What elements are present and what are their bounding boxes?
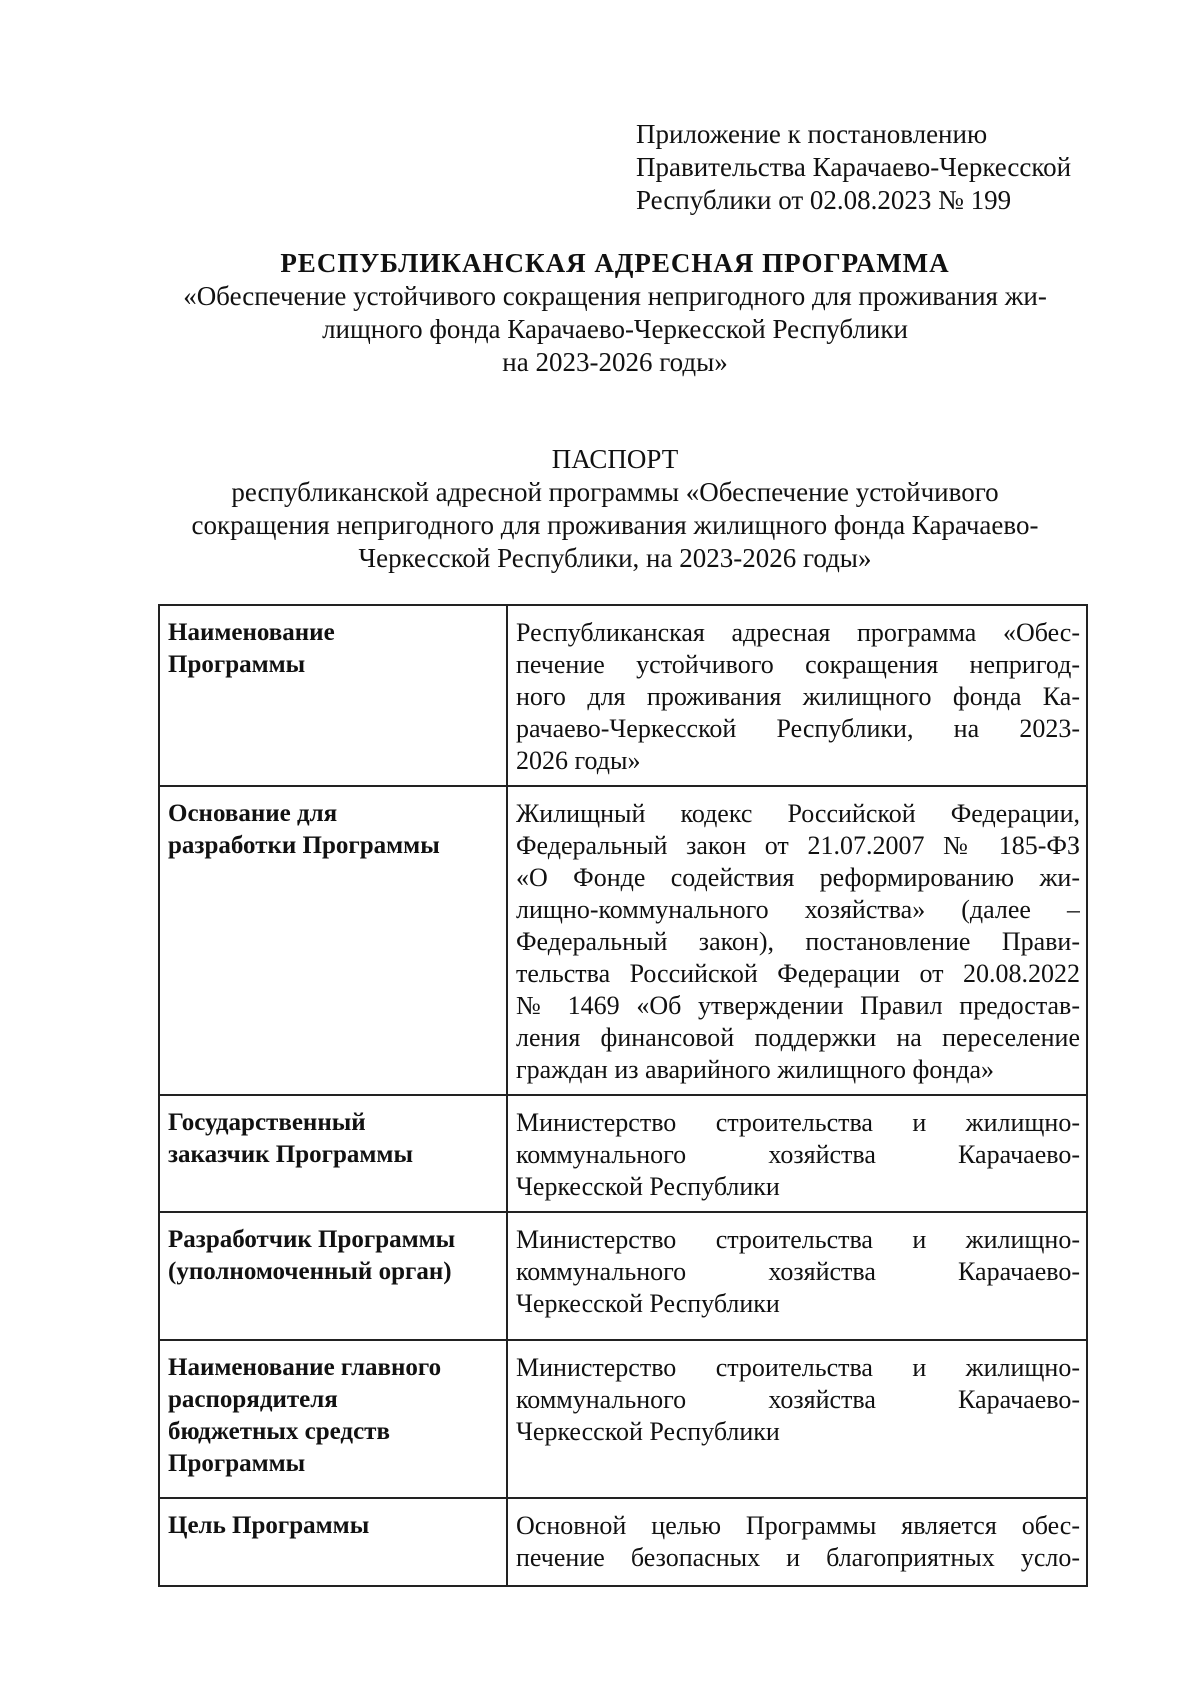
row-value-line: Министерство строительства и жилищно- [516,1353,1080,1382]
row-label-cell [159,1095,507,1212]
passport-table-body [159,605,1087,1586]
row-label-line: Программы [168,1450,306,1477]
row-value-line: рачаево-Черкесской Республики, на 2023- [516,714,1080,743]
passport-heading: ПАСПОРТ [551,444,679,474]
table-row [159,786,1087,1095]
appendix-line: Правительства Карачаево-Черкесской [636,152,1072,182]
row-label-line: Наименование главного [168,1354,442,1381]
row-value-line: Черкесской Республики [516,1417,780,1446]
passport-subheading: республиканской адресной программы «Обеспечение устойчивого [231,477,999,507]
row-label-cell [159,1340,507,1498]
row-value-cell [507,1095,1087,1212]
row-value-line: Министерство строительства и жилищно- [516,1108,1080,1137]
row-value-line: граждан из аварийного жилищного фонда» [516,1055,995,1084]
passport-subheading: сокращения непригодного для проживания жилищного фонда Карачаево- [191,510,1039,540]
row-value-line: печение устойчивого сокращения непригод- [516,650,1080,679]
row-value-line: печение безопасных и благоприятных усло- [516,1543,1080,1572]
program-title-subtitle: на 2023-2026 годы» [502,347,728,377]
row-value-cell [507,1212,1087,1340]
row-value-line: лищно-коммунального хозяйства» (далее – [516,895,1080,924]
table-row [159,1212,1087,1340]
program-title-subtitle: «Обеспечение устойчивого сокращения непригодного для проживания жи- [183,281,1047,311]
row-value-line: коммунального хозяйства Карачаево- [516,1257,1080,1286]
passport-subheading: Черкесской Республики, на 2023-2026 годы» [358,543,872,573]
row-value-line: Федеральный закон от 21.07.2007 № 185-ФЗ [516,831,1080,860]
row-value-cell [507,1498,1087,1586]
row-label-line: Государственный [168,1109,366,1136]
row-label-cell [159,1498,507,1586]
row-value-line: Основной целью Программы является обес- [516,1511,1080,1540]
appendix-note [636,118,1071,217]
table-row [159,605,1087,786]
row-value-line: № 1469 «Об утверждении Правил предостав- [516,991,1080,1020]
row-value-line: Черкесской Республики [516,1289,780,1318]
row-label-line: распорядителя [168,1386,338,1413]
row-value-line: Республиканская адресная программа «Обес- [516,618,1080,647]
row-label-line: бюджетных средств [168,1418,390,1445]
program-title-subtitle: лищного фонда Карачаево-Черкесской Республики [322,314,908,344]
passport-table [158,604,1088,1587]
row-value-line: «О Фонде содействия реформированию жи- [516,863,1080,892]
row-label-cell [159,1212,507,1340]
program-title-main: РЕСПУБЛИКАНСКАЯ АДРЕСНАЯ ПРОГРАММА [280,248,950,278]
row-label-line: Программы [168,651,306,678]
row-label-cell [159,605,507,786]
row-value-line: ного для проживания жилищного фонда Ка- [516,682,1080,711]
row-value-line: Черкесской Республики [516,1172,780,1201]
row-label-line: Наименование [168,619,335,646]
appendix-line: Приложение к постановлению [636,119,988,149]
row-label-line: (уполномоченный орган) [168,1258,452,1285]
appendix-line: Республики от 02.08.2023 № 199 [636,185,1012,215]
row-value-line: Федеральный закон), постановление Прави- [516,927,1080,956]
row-label-line: Разработчик Программы [168,1226,456,1253]
row-label-line: Основание для [168,800,338,827]
table-row [159,1095,1087,1212]
table-row [159,1498,1087,1586]
row-value-line: 2026 годы» [516,746,641,775]
row-value-cell [507,786,1087,1095]
row-value-cell [507,1340,1087,1498]
passport-heading-block [150,443,1080,575]
program-title [150,247,1080,379]
row-label-line: разработки Программы [168,832,440,859]
row-label-line: заказчик Программы [168,1141,413,1168]
row-value-line: коммунального хозяйства Карачаево- [516,1385,1080,1414]
row-label-line: Цель Программы [168,1512,370,1539]
table-row [159,1340,1087,1498]
row-value-cell [507,605,1087,786]
row-value-line: ления финансовой поддержки на переселение [516,1023,1080,1052]
row-value-line: коммунального хозяйства Карачаево- [516,1140,1080,1169]
row-value-line: тельства Российской Федерации от 20.08.2022 [516,959,1080,988]
row-value-line: Министерство строительства и жилищно- [516,1225,1080,1254]
row-value-line: Жилищный кодекс Российской Федерации, [516,799,1080,828]
row-label-cell [159,786,507,1095]
